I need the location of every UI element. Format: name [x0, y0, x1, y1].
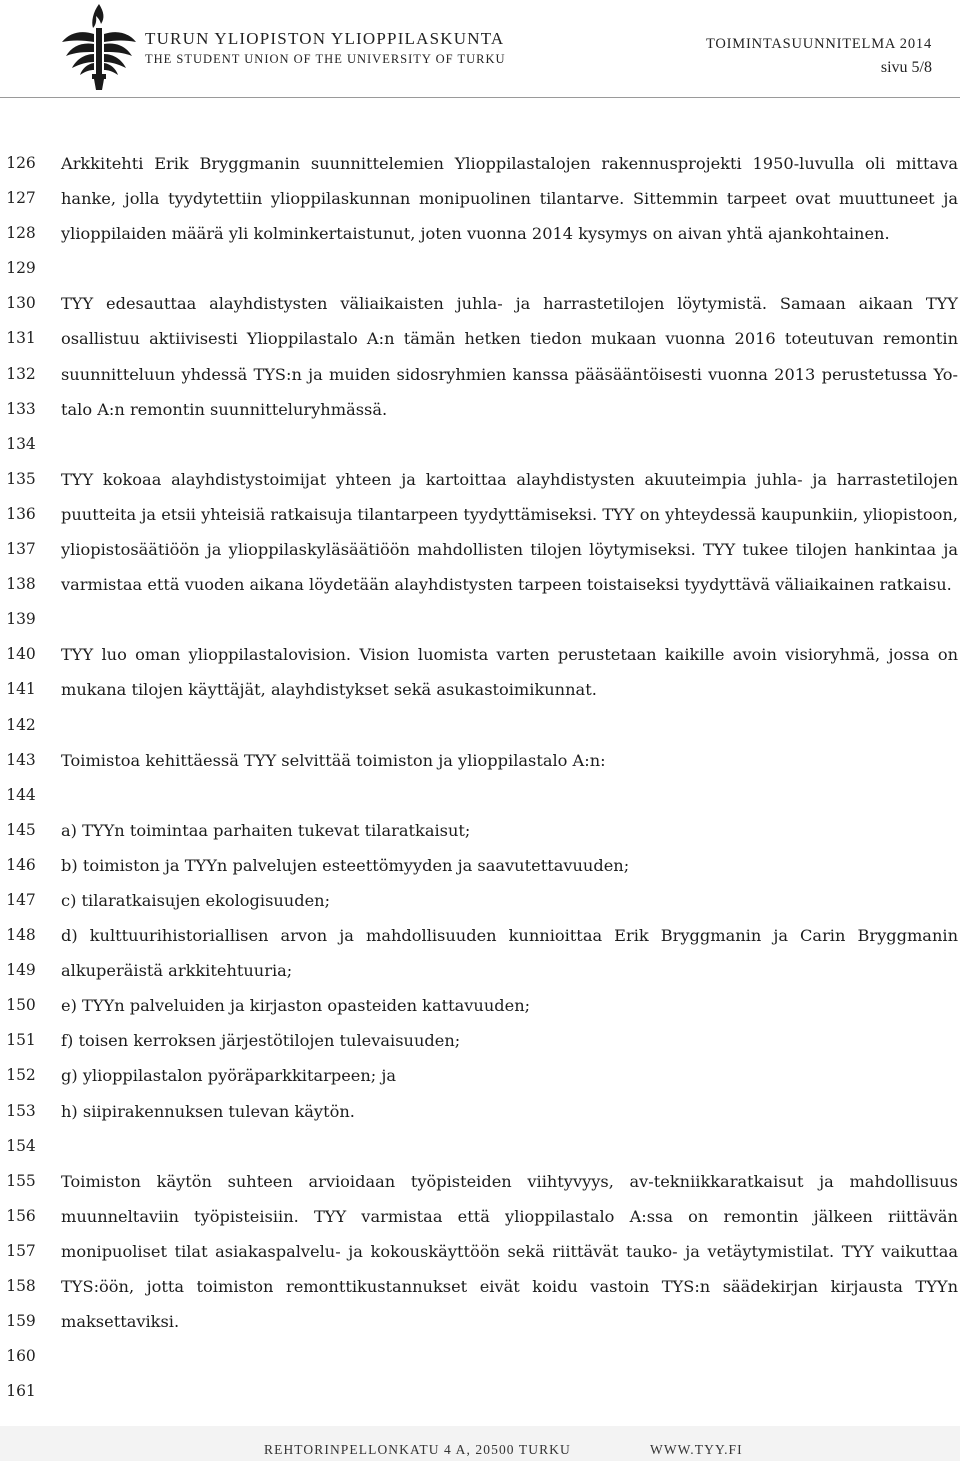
line-number: 127: [6, 189, 36, 208]
line-number: 136: [6, 504, 36, 523]
paragraph-office-intro: Toimistoa kehittäessä TYY selvittää toimiston ja ylioppilastalo A:n:: [61, 750, 606, 770]
list-item: f) toisen kerroksen järjestötilojen tulevaisuuden;: [61, 1031, 461, 1051]
line-number: 147: [6, 890, 36, 909]
line-number: 159: [6, 1312, 36, 1331]
line-number: 138: [6, 575, 36, 594]
footer-website-link[interactable]: WWW.TYY.FI: [650, 1442, 743, 1457]
paragraph-temporary-spaces: TYY edesauttaa alayhdistysten väliaikaisten juhla- ja harrastetilojen löytymistä. Samaan aikaan TYY osallistuu aktiivisesti Ylioppilastalo A:n tämän hetken tiedon mukaan vuonna 2016 toteutuvan remontin suunnitteluun yhdessä TYS:n ja muiden sidosryhmien kanssa pääsääntöisesti vuonna 2013 perustetussa Yo-talo A:n remontin suunnitteluryhmässä.: [61, 294, 958, 419]
line-number: 153: [6, 1101, 36, 1120]
line-number: 131: [6, 329, 36, 348]
org-name: TURUN YLIOPISTON YLIOPPILASKUNTA: [145, 29, 505, 48]
line-number: 156: [6, 1206, 36, 1225]
line-number: 140: [6, 645, 36, 664]
paragraph-office-use: Toimiston käytön suhteen arvioidaan työpisteiden viihtyvyys, av-tekniikkaratkaisut ja mahdollisuus muunneltaviin työpisteisiin. TYY varmistaa että ylioppilastalo A:ssa on remontin jälkeen riittävän monipuoliset tilat asiakaspalvelu- ja kokouskäyttöön sekä riittävät tauko- ja vetäytymistilat. TYY vaikuttaa TYS:öön, jotta toimiston remonttikustannukset eivät koidu vastoin TYS:n säädekirjan kirjausta TYYn maksettaviksi.: [61, 1171, 958, 1332]
line-number: 126: [6, 154, 36, 172]
line-number: 143: [6, 750, 36, 769]
list-item: d) kulttuurihistoriallisen arvon ja mahdollisuuden kunnioittaa Erik Bryggmanin ja Carin Bryggmanin alkuperäistä arkkitehtuuria;: [61, 926, 958, 981]
line-number: 161: [6, 1382, 36, 1401]
document-body: [61, 146, 958, 1339]
org-name-english: THE STUDENT UNION OF THE UNIVERSITY OF TURKU: [145, 52, 506, 66]
footer-address: REHTORINPELLONKATU 4 A, 20500 TURKU: [264, 1442, 571, 1457]
list-item: g) ylioppilastalon pyöräparkkitarpeen; ja: [61, 1066, 397, 1086]
line-number: 135: [6, 469, 36, 488]
line-number: 157: [6, 1241, 36, 1260]
line-number: 149: [6, 961, 36, 980]
header-divider: [0, 97, 960, 98]
line-number: 146: [6, 855, 36, 874]
line-number: 158: [6, 1277, 36, 1295]
line-number: 155: [6, 1171, 36, 1190]
line-number: 150: [6, 996, 36, 1015]
line-number: 160: [6, 1347, 36, 1366]
list-item: c) tilaratkaisujen ekologisuuden;: [61, 890, 331, 910]
torch-wings-logo-icon: [60, 2, 138, 92]
paragraph-vision: TYY luo oman ylioppilastalovision. Vision luomista varten perustetaan kaikille avoin visioryhmä, jossa on mukana tilojen käyttäjät, alayhdistykset sekä asukastoimikunnat.: [61, 645, 958, 700]
line-number: 139: [6, 610, 36, 629]
line-number: 132: [6, 364, 36, 383]
paragraph-survey-needs: TYY kokoaa alayhdistystoimijat yhteen ja kartoittaa alayhdistysten akuuteimpia juhla- ja harrastetilojen puutteita ja etsii yhteisiä ratkaisuja tilantarpeen tyydyttämiseksi. TYY on yhteydessä kaupunkiin, yliopistoon, yliopistosäätiöön ja ylioppilaskyläsäätiöön mahdollisten tilojen löytymiseksi. TYY tukee tilojen hankintaa ja varmistaa että vuoden aikana löydetään alayhdistysten tarpeen toistaiseksi tyydyttävä väliaikainen ratkaisu.: [61, 469, 958, 595]
list-item: a) TYYn toimintaa parhaiten tukevat tilaratkaisut;: [61, 820, 471, 840]
line-number-column: [0, 146, 42, 1409]
requirements-list: [61, 813, 958, 1129]
list-item: b) toimiston ja TYYn palvelujen esteettömyyden ja saavutettavuuden;: [61, 855, 630, 875]
line-number: 154: [6, 1136, 36, 1155]
page-header: [0, 0, 960, 96]
line-number: 141: [6, 680, 36, 699]
list-item: e) TYYn palveluiden ja kirjaston opasteiden kattavuuden;: [61, 996, 531, 1016]
list-item: h) siipirakennuksen tulevan käytön.: [61, 1101, 355, 1121]
paragraph-bryggman-history: Arkkitehti Erik Bryggmanin suunnittelemien Ylioppilastalojen rakennusprojekti 1950-luvulla oli mittava hanke, jolla tyydytettiin ylioppilaskunnan monipuolinen tilantarve. Sittemmin tarpeet ovat muuttuneet ja ylioppilaiden määrä yli kolminkertaistunut, joten vuonna 2014 kysymys on aivan yhtä ajankohtainen.: [61, 154, 958, 244]
line-number: 144: [6, 785, 36, 804]
line-number: 128: [6, 224, 36, 243]
line-number: 134: [6, 434, 36, 453]
page-number: sivu 5/8: [880, 59, 932, 76]
line-number: 137: [6, 540, 36, 559]
line-number: 148: [6, 926, 36, 945]
line-number: 129: [6, 259, 36, 278]
line-number: 145: [6, 820, 36, 839]
line-number: 151: [6, 1031, 36, 1050]
line-number: 133: [6, 399, 36, 418]
line-number: 130: [6, 294, 36, 313]
line-number: 142: [6, 715, 36, 734]
line-number: 152: [6, 1066, 36, 1085]
document-title: TOIMINTASUUNNITELMA 2014: [706, 36, 932, 52]
